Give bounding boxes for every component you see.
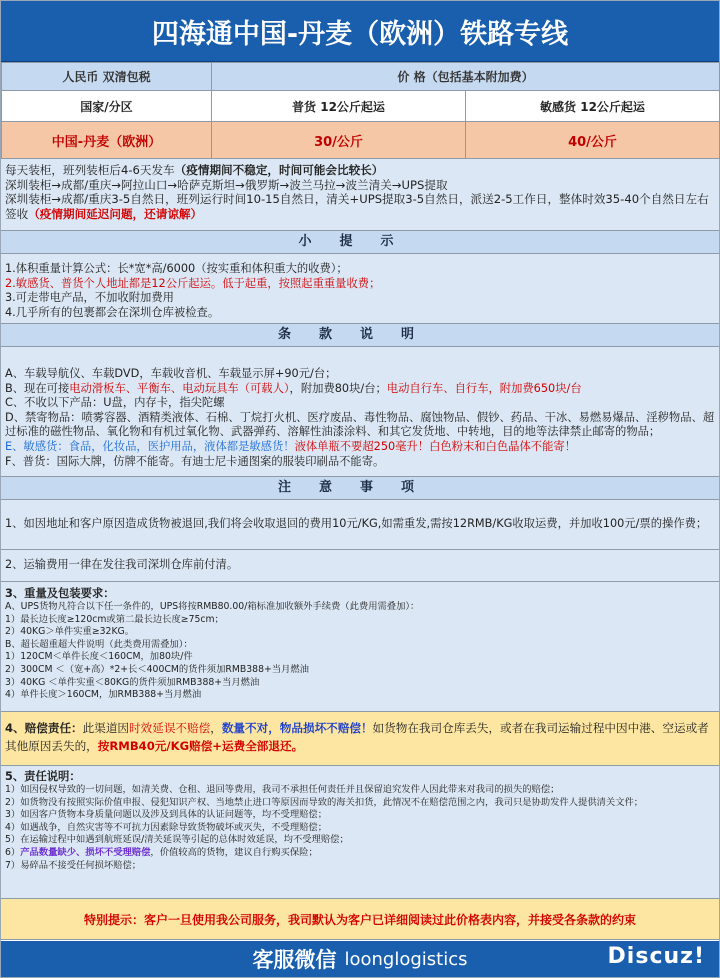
tip-item: 4.几乎所有的包裹都会在深圳仓库被检查。 (5, 305, 220, 319)
intro-delay-note: （疫情期间延迟问题，还请谅解） (28, 206, 203, 221)
wechat-label: 客服微信 (252, 948, 337, 972)
price-table (1, 62, 720, 159)
term-item: F、普货：国际大牌，仿牌不能寄。有迪士尼卡通图案的服装印刷品不能寄。 (5, 454, 385, 468)
route-cell: 中国-丹麦（欧洲） (2, 122, 212, 159)
note-liability: 5、责任说明： 1）如因侵权导致的一切问题，如清关费、仓租、退回等费用，我司不承担任何责任并且保留追究发件人因此带来对我司的损失的赔偿； 2）如货物没有按照实际价值申报、侵犯知识产权、当地禁止进口等原因而导致的海关扣货，此情况不在赔偿范围之内，我司只是协助发件人提供清关文件； 3）如因客户货物本身质量问题以及涉及到具体的认证问题等，均不受理赔偿； 4）如遇战争，自然灾害等不可抗力因素除导致货物破坏或灭失，不受理赔偿； 5）在运输过程中如遇到航班延误/清关延误等引起的总体时效延误，均不受理赔偿； 6）产品数量缺少、损坏不受理赔偿，价值较高的货物，建议自行购买保险； 7）易碎品不接受任何损坏赔偿； (1, 766, 719, 899)
term-item: D、禁寄物品：喷雾容器、酒精类液体、石棉、丁烷打火机、医疗废品、毒性物品、腐蚀物品、假钞、药品、干冰、易燃易爆品、淫秽物品、超过标准的磁性物品、氧化物和有机过氧化物、武器弹药、溶解性油漆涂料、和其它发货地、中转地，目的地等法律禁止邮寄的物品； (5, 410, 715, 439)
intro-route: 深圳装柜→成都/重庆→阿拉山口→哈萨克斯坦→俄罗斯→波兰马拉→波兰清关→UPS提取 (5, 177, 448, 192)
term-item: E、敏感货：食品，化妆品，医护用品，液体都是敏感货！液体单瓶不要超250毫升！白色粉末和白色晶体不能寄！ (5, 439, 576, 453)
intro-schedule: 每天装柜，班列装柜后4-6天发车 (5, 163, 175, 177)
general-goods-column-header: 普货 12公斤起运 (212, 91, 466, 122)
general-price-cell: 30/公斤 (212, 122, 466, 159)
note-returns: 1、如因地址和客户原因造成货物被退回,我们将会收取退回的费用10元/KG,如需重发,需按12RMB/KG收取运费，并加收100元/票的操作费； (1, 500, 719, 550)
watermark-logo: Discuz! (607, 944, 705, 969)
region-column-header: 国家/分区 (2, 91, 212, 122)
intro-schedule-note: （疫情期间不稳定，时间可能会比较长） (174, 163, 384, 177)
footer-bar (1, 941, 719, 977)
notes-heading: 注意事项 (1, 477, 719, 500)
terms-list (1, 347, 719, 477)
tip-item: 3.可走带电产品，不加收附加费用 (5, 291, 174, 305)
wechat-id: loonglogistics (344, 948, 468, 970)
tips-heading: 小提示 (1, 231, 719, 254)
terms-heading: 条款说明 (1, 324, 719, 347)
sensitive-price-cell: 40/公斤 (466, 122, 720, 159)
tips-list (1, 254, 719, 324)
service-intro (1, 159, 719, 231)
intro-transit-time: 深圳装柜→成都/重庆3-5自然日，班列运行时间10-15自然日，清关+UPS提取3-5自然日，派送2-5工作日，整体时效35-40个自然日左右签收 (5, 192, 709, 221)
note-compensation: 4、赔偿责任：此渠道因时效延误不赔偿，数量不对，物品损坏不赔偿！如货物在我司仓库丢失，或者在我司运输过程中因中港、空运或者其他原因丢失的，按RMB40元/KG赔偿+运费全部退还。 (1, 712, 719, 766)
tip-item: 2.敏感货、普货个人地址都是12公斤起运。低于起重，按照起重重量收费； (5, 276, 381, 290)
note-packaging: 3、重量及包装要求： A、UPS货物凡符合以下任一条件的，UPS将按RMB80.00/箱标准加收额外手续费（此费用需叠加）： 1）最长边长度≥120cm或第二最长边长度≥75cm； 2）40KG＞单件实重≥32KG。 B、超长超重超大件说明（此类费用需叠加）： 1）120CM＜单件长度＜160CM，加80块/件 2）300CM ＜（宽+高）*2+长＜400CM的货件须加RMB388+当月燃油 3）40KG ＜单件实重＜80KG的货件须加RMB388+当月燃油 4）单件长度＞160CM，加RMB388+当月燃油 (1, 582, 719, 712)
term-item: C、不收以下产品：U盘，内存卡，指尖陀螺 (5, 396, 225, 410)
price-header: 价 格（包括基本附加费） (212, 63, 720, 91)
currency-header: 人民币 双清包税 (2, 63, 212, 91)
special-notice: 特别提示：客户一旦使用我公司服务，我司默认为客户已详细阅读过此价格表内容，并接受各条款的约束 (1, 899, 719, 940)
term-item: B、现在可接电动滑板车、平衡车、电动玩具车（可载人），附加费80块/台；电动自行车、自行车，附加费650块/台 (5, 381, 582, 395)
page-title: 四海通中国-丹麦（欧洲）铁路专线 (1, 1, 719, 62)
sensitive-goods-column-header: 敏感货 12公斤起运 (466, 91, 720, 122)
note-payment: 2、运输费用一律在发往我司深圳仓库前付清。 (1, 550, 719, 582)
tip-item: 1.体积重量计算公式：长*宽*高/6000（按实重和体积重大的收费）； (5, 262, 348, 275)
term-item: A、车载导航仪、车载DVD，车载收音机、车载显示屏+90元/台； (5, 367, 337, 380)
